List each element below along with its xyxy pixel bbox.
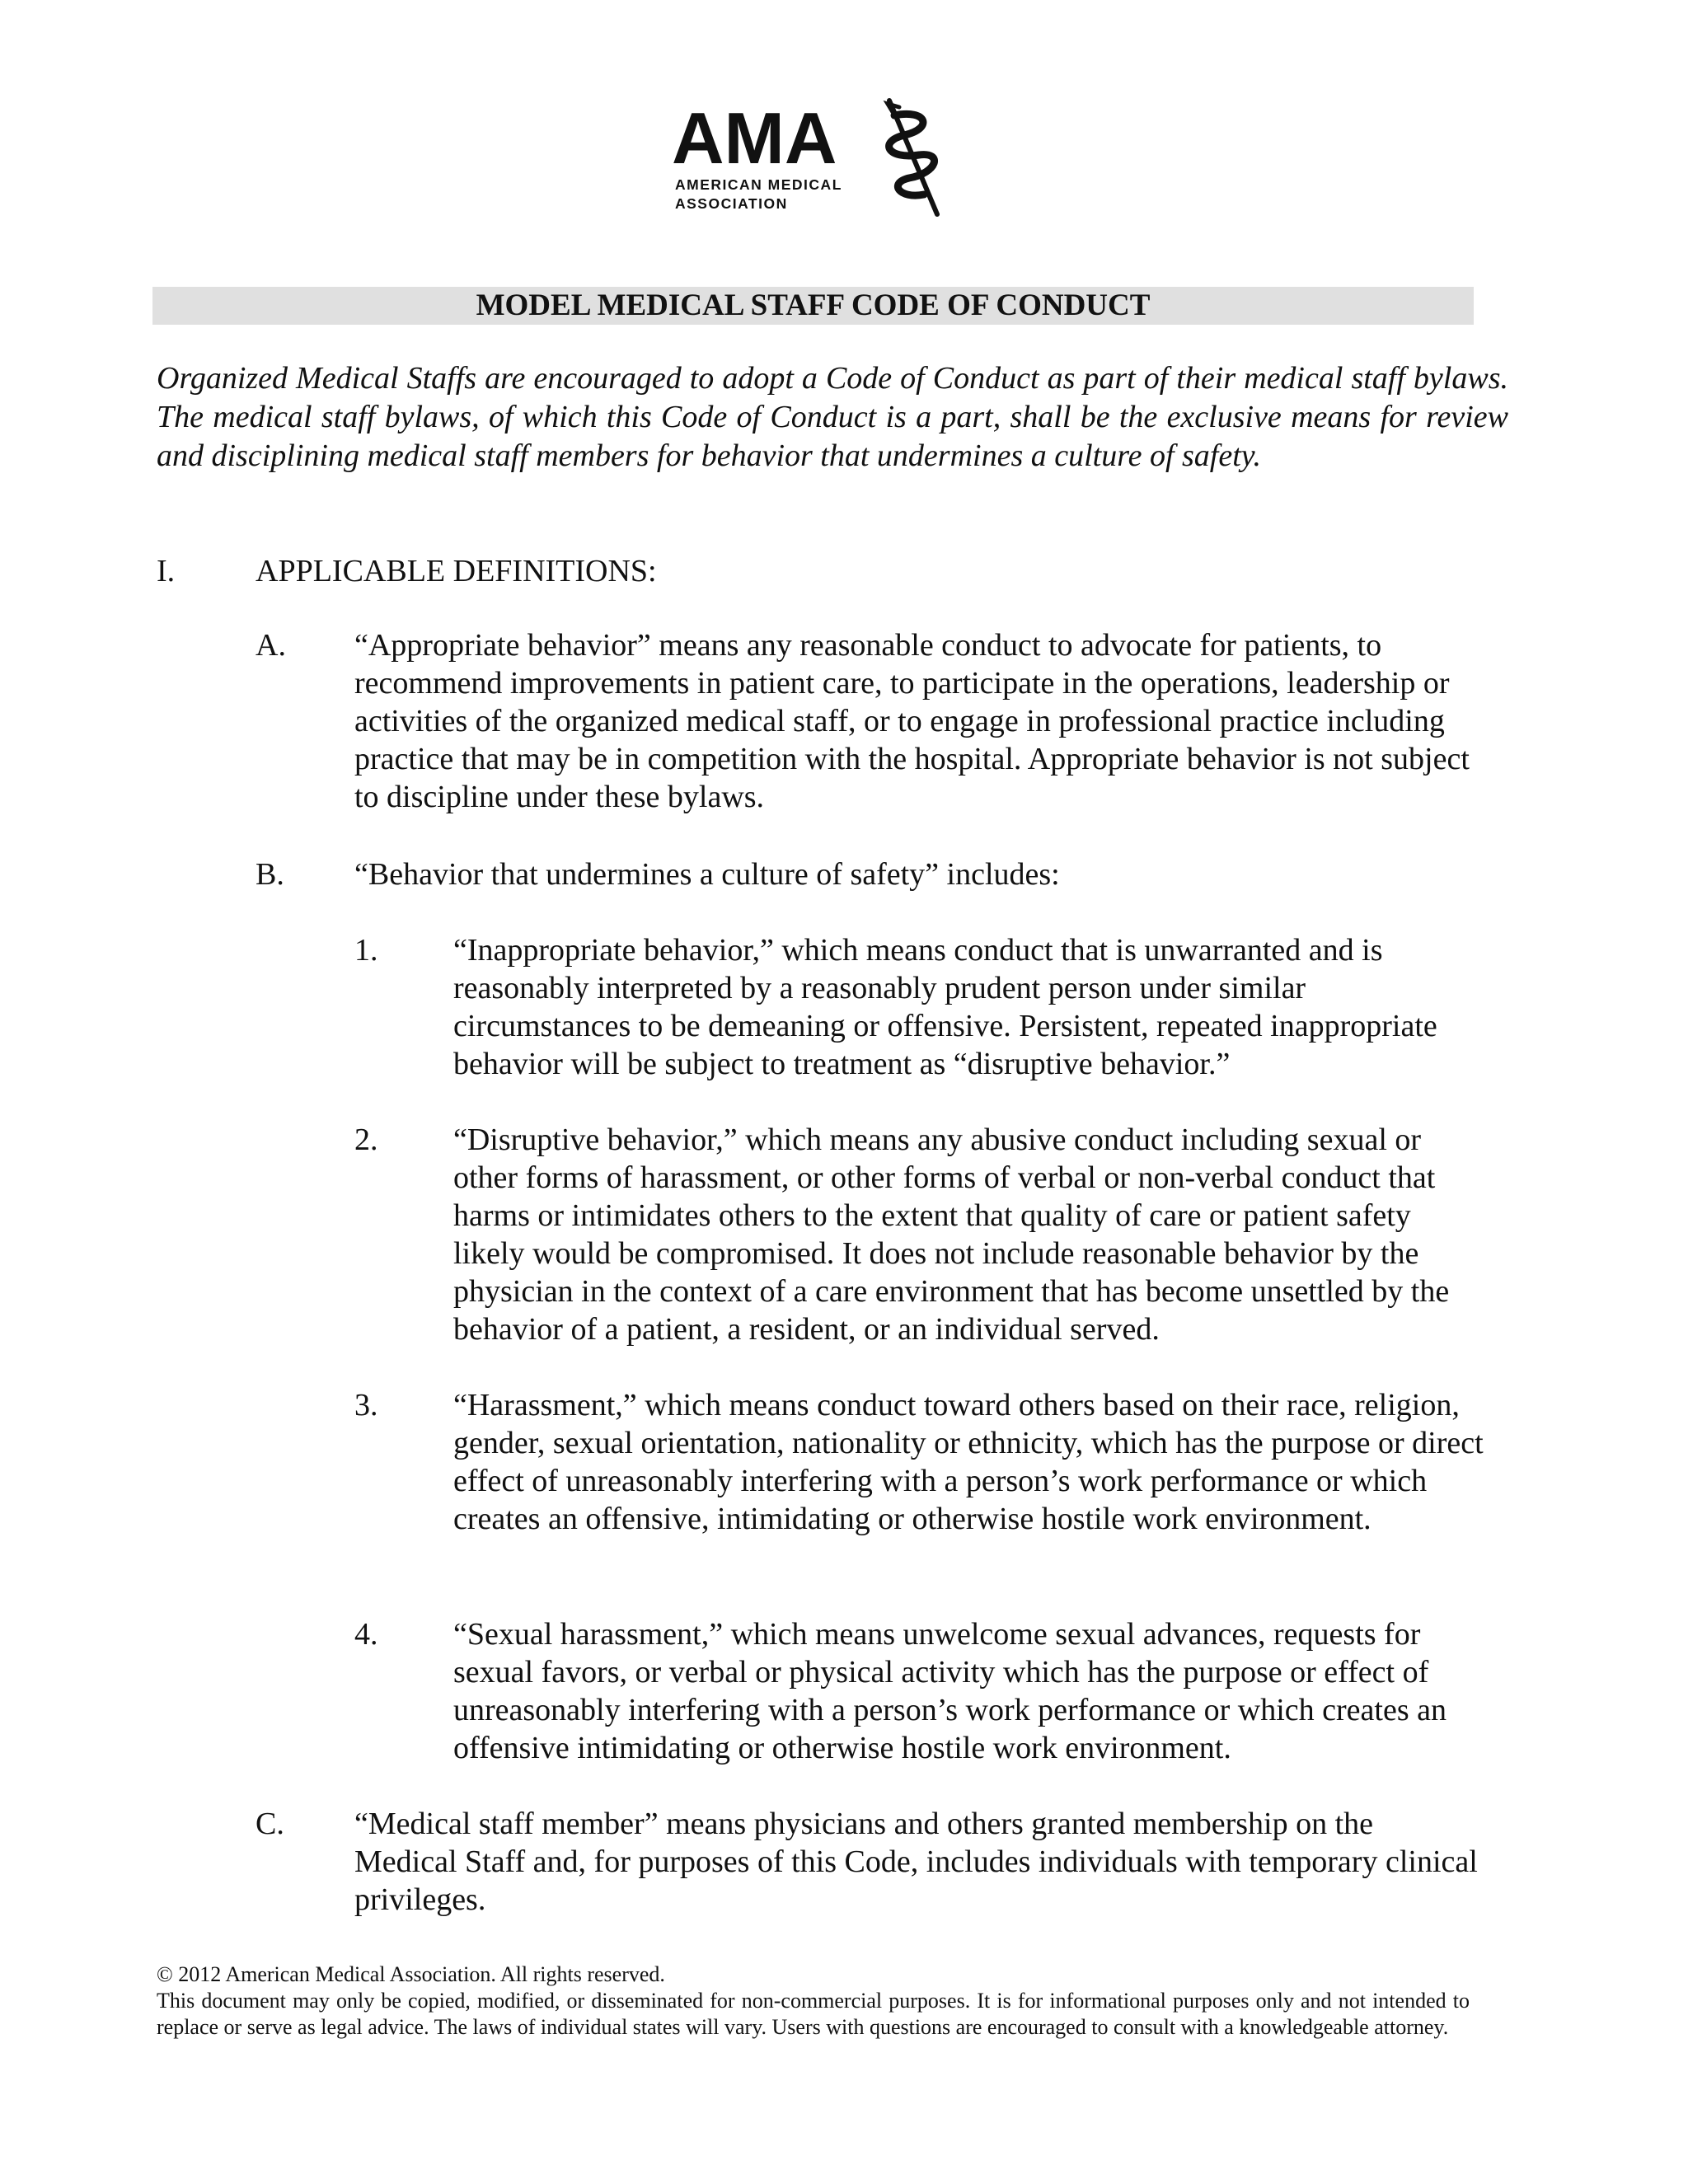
subitem-3-text: “Harassment,” which means conduct toward others based on their race, religion, gender, sexual orientation, nationality or ethnicity, which has the purpose or direct effect of unreasonably interfering with a person’s work performance or which creates an offensive, intimidating or otherwise hostile work environment. <box>453 1388 1484 1536</box>
document-title: MODEL MEDICAL STAFF CODE OF CONDUCT <box>152 287 1474 325</box>
logo-acronym: AMA <box>672 97 837 179</box>
subitem-2-text: “Disruptive behavior,” which means any abusive conduct including sexual or other forms of harassment, or other forms of verbal or non-verbal conduct that harms or intimidates others to the extent that quality of care or patient safety likely would be compromised. It does not include reasonable behavior by the physician in the context of a care environment that has become unsettled by the behavior of a patient, a resident, or an individual served. <box>453 1122 1450 1347</box>
section-number: I. <box>157 554 176 588</box>
footer-disclaimer: This document may only be copied, modified, or disseminated for non-commercial purposes. It is for informational purposes only and not intended to replace or serve as legal advice. The laws of individual states will vary. Users with questions are encouraged to consult with a knowledgeable attorney. <box>157 1989 1470 2039</box>
footer-copyright: © 2012 American Medical Association. All rights reserved. <box>157 1962 665 1986</box>
section-title: APPLICABLE DEFINITIONS: <box>256 554 657 588</box>
subitem-1-label: 1. <box>354 933 378 968</box>
intro-paragraph: Organized Medical Staffs are encouraged to adopt a Code of Conduct as part of their medical staff bylaws. The medical staff bylaws, of which this Code of Conduct is a part, shall be the exclusive means for review and disciplining medical staff members for behavior that undermines a culture of safety. <box>157 361 1508 473</box>
item-b-label: B. <box>256 857 284 892</box>
subitem-1-text: “Inappropriate behavior,” which means conduct that is unwarranted and is reasonably interpreted by a reasonably prudent person under similar circumstances to be demeaning or offensive. Persistent, repeated inappropriate behavior will be subject to treatment as “disruptive behavior.” <box>453 933 1437 1081</box>
item-b-text: “Behavior that undermines a culture of safety” includes: <box>354 857 1060 892</box>
ama-logo <box>672 97 952 221</box>
item-a-label: A. <box>256 628 286 663</box>
staff-of-asclepius-icon <box>888 101 937 214</box>
ama-logo-graphic <box>672 97 952 221</box>
item-c-text: “Medical staff member” means physicians and others granted membership on the Medical Staff and, for purposes of this Code, includes individuals with temporary clinical privileges. <box>354 1807 1478 1917</box>
item-a-text: “Appropriate behavior” means any reasonable conduct to advocate for patients, to recommend improvements in patient care, to participate in the operations, leadership or activities of the organized medical staff, or to engage in professional practice including practice that may be in competition with the hospital. Appropriate behavior is not subject to discipline under these bylaws. <box>354 628 1470 814</box>
logo-line-1: AMERICAN MEDICAL <box>675 176 842 193</box>
subitem-3-label: 3. <box>354 1388 378 1422</box>
footer <box>157 1961 1470 2041</box>
logo-line-2: ASSOCIATION <box>675 195 788 212</box>
subitem-4-text: “Sexual harassment,” which means unwelcome sexual advances, requests for sexual favors, or verbal or physical activity which has the purpose or effect of unreasonably interfering with a person’s work performance or which creates an offensive intimidating or otherwise hostile work environment. <box>453 1617 1447 1765</box>
subitem-4-label: 4. <box>354 1617 378 1652</box>
item-c-label: C. <box>256 1807 284 1841</box>
subitem-2-label: 2. <box>354 1122 378 1157</box>
